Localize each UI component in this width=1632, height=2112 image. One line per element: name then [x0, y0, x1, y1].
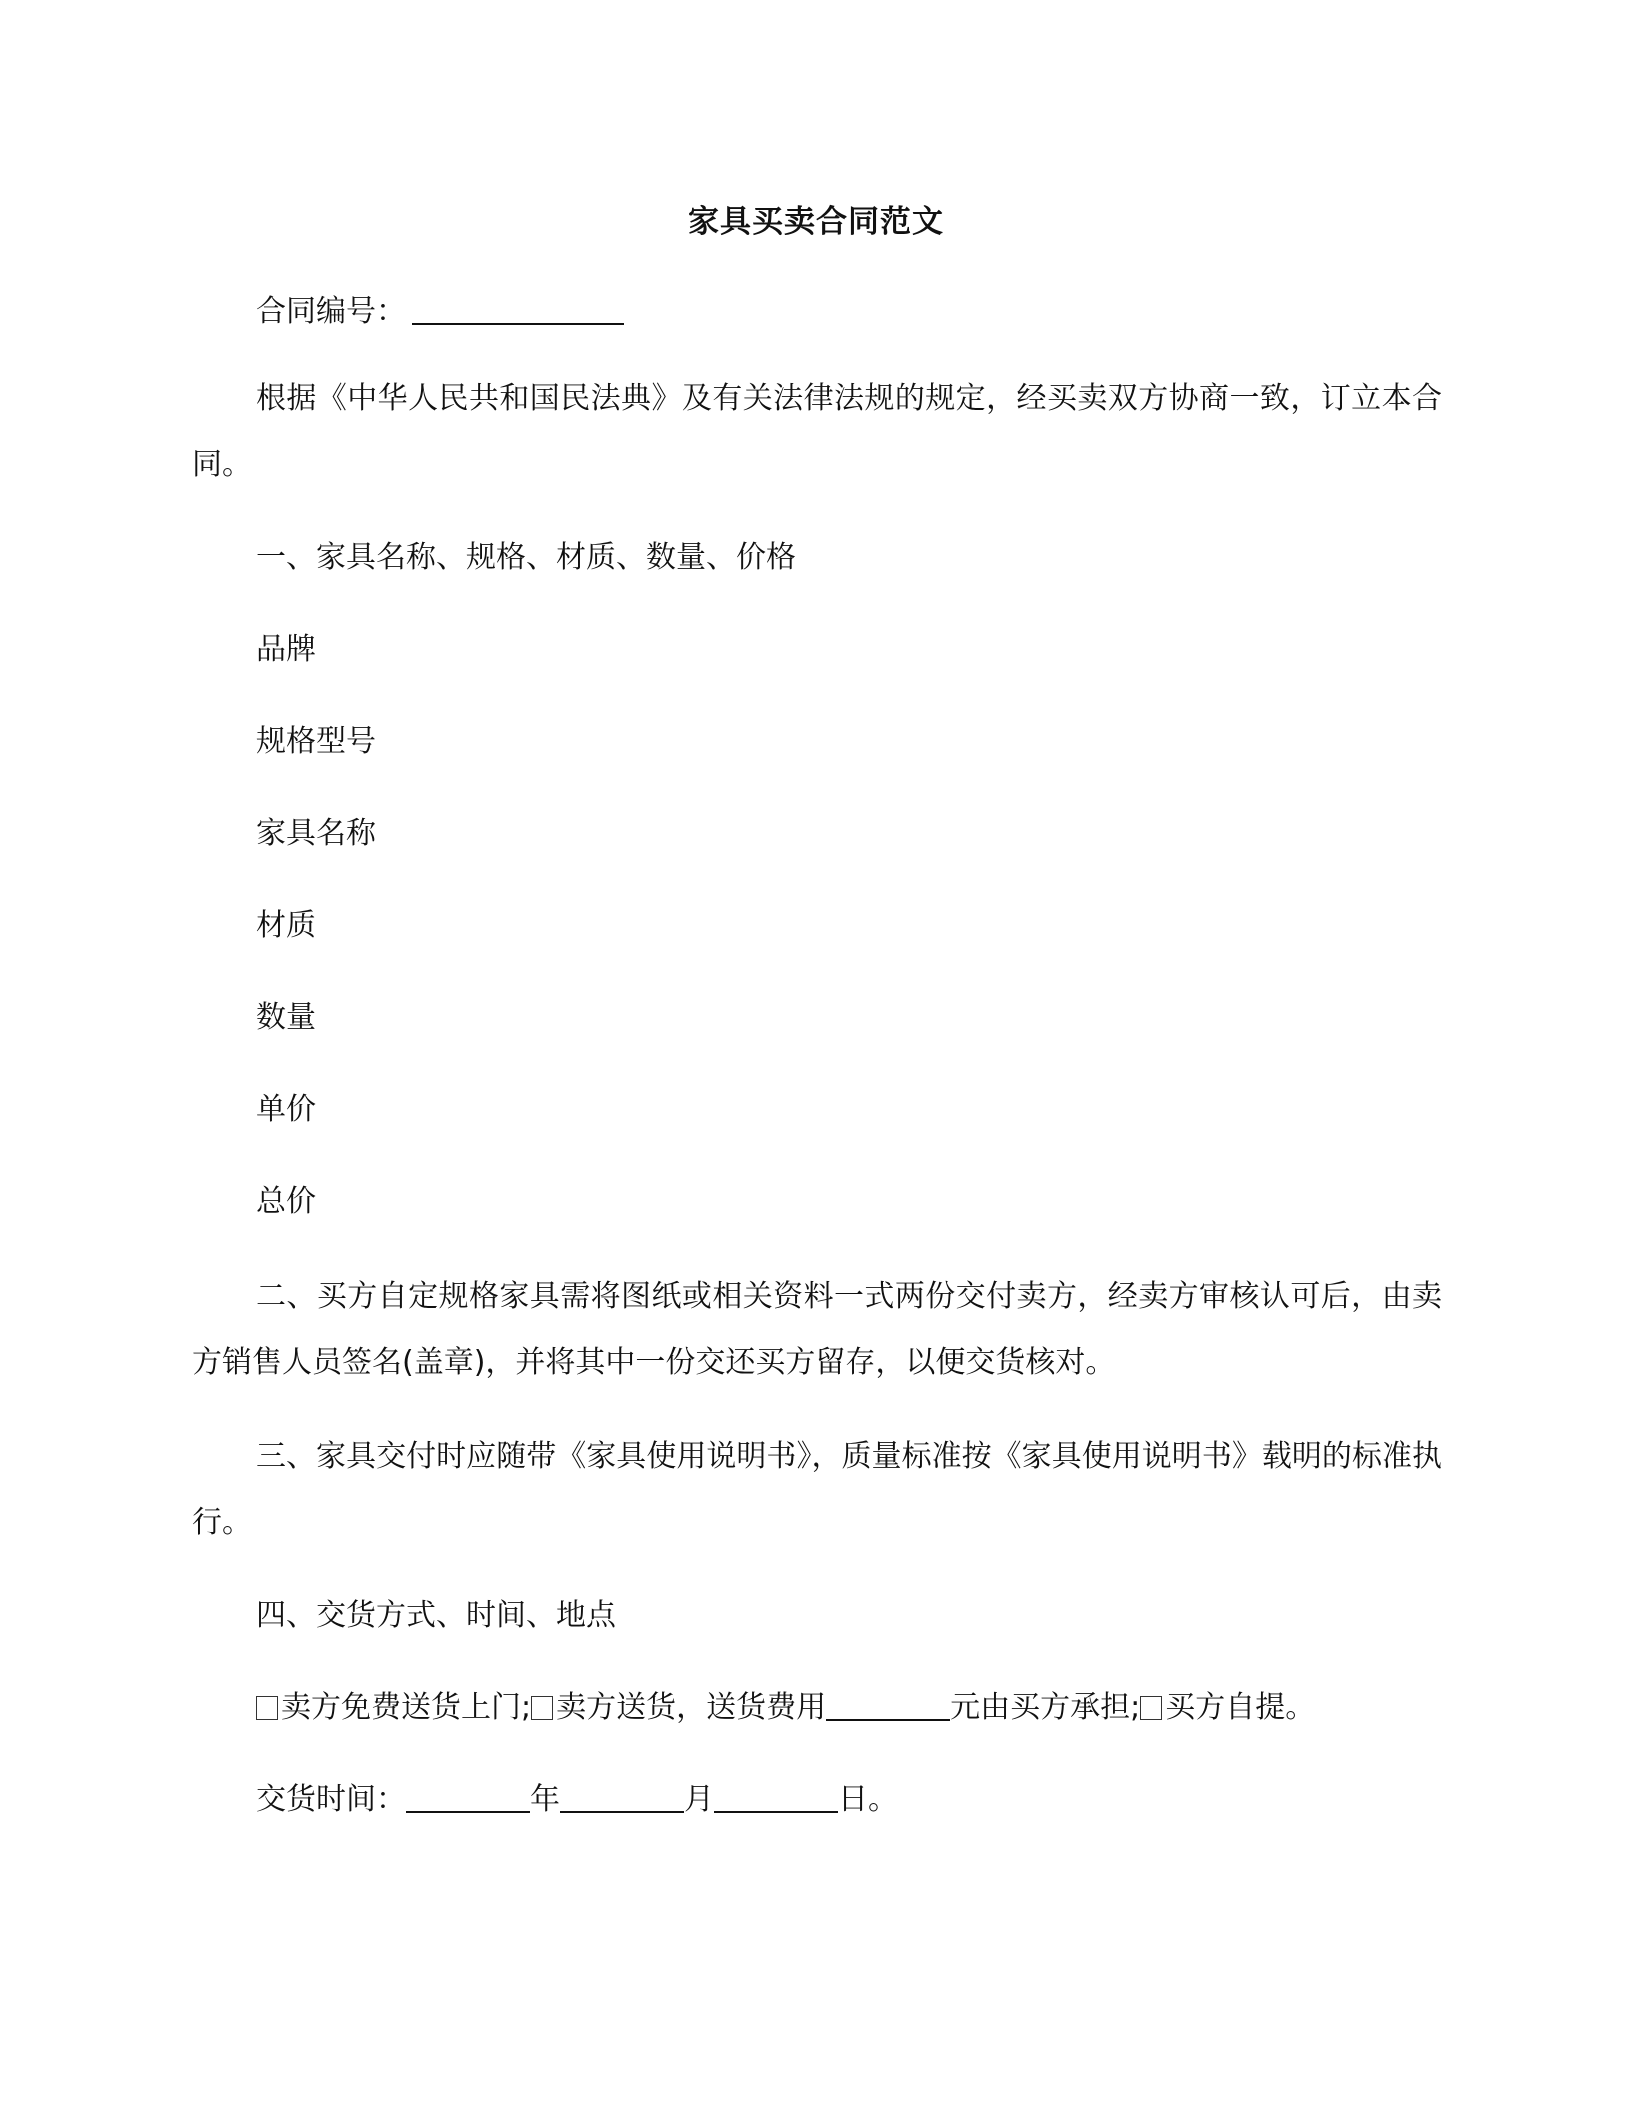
delivery-time-line [256, 1780, 898, 1820]
delivery-day-label: 日。 [838, 1782, 898, 1817]
option2-checkbox[interactable] [531, 1696, 553, 1720]
option1-checkbox[interactable] [256, 1696, 278, 1720]
section3-paragraph: 三、家具交付时应随带《家具使用说明书》，质量标准按《家具使用说明书》载明的标准执行。 [192, 1439, 1442, 1540]
section1-item-material: 材质 [256, 908, 316, 943]
contract-number-blank [412, 293, 624, 325]
section1-item-model: 规格型号 [256, 724, 376, 759]
section1-item-total-price: 总价 [256, 1184, 316, 1219]
option1-label: 卖方免费送货上门; [281, 1690, 532, 1725]
preamble-paragraph: 根据《中华人民共和国民法典》及有关法律法规的规定，经买卖双方协商一致，订立本合同。 [192, 381, 1442, 482]
delivery-day-blank [714, 1781, 838, 1813]
delivery-month-label: 月 [684, 1782, 714, 1817]
section1-heading: 一、家具名称、规格、材质、数量、价格 [256, 540, 796, 575]
delivery-time-label: 交货时间： [256, 1782, 406, 1817]
section1-item-unit-price: 单价 [256, 1092, 316, 1127]
section1-item-brand: 品牌 [256, 632, 316, 667]
document-title: 家具买卖合同范文 [688, 204, 944, 240]
section4-heading: 四、交货方式、时间、地点 [256, 1598, 616, 1633]
section1-item-name: 家具名称 [256, 816, 376, 851]
option2-label-pre: 卖方送货，送货费用 [556, 1690, 827, 1725]
option3-label: 买方自提。 [1165, 1690, 1316, 1725]
contract-number-label: 合同编号： [256, 294, 406, 329]
option2-label-post: 元由买方承担; [950, 1690, 1141, 1725]
delivery-year-label: 年 [530, 1782, 560, 1817]
section2-paragraph: 二、买方自定规格家具需将图纸或相关资料一式两份交付卖方，经卖方审核认可后，由卖方销售人员签名(盖章)，并将其中一份交还买方留存，以便交货核对。 [192, 1279, 1442, 1380]
delivery-month-blank [560, 1781, 684, 1813]
section1-item-quantity: 数量 [256, 1000, 316, 1035]
delivery-fee-blank [826, 1689, 950, 1721]
delivery-options-line [256, 1688, 1315, 1728]
option3-checkbox[interactable] [1140, 1696, 1162, 1720]
delivery-year-blank [406, 1781, 530, 1813]
contract-number-line [256, 292, 624, 332]
